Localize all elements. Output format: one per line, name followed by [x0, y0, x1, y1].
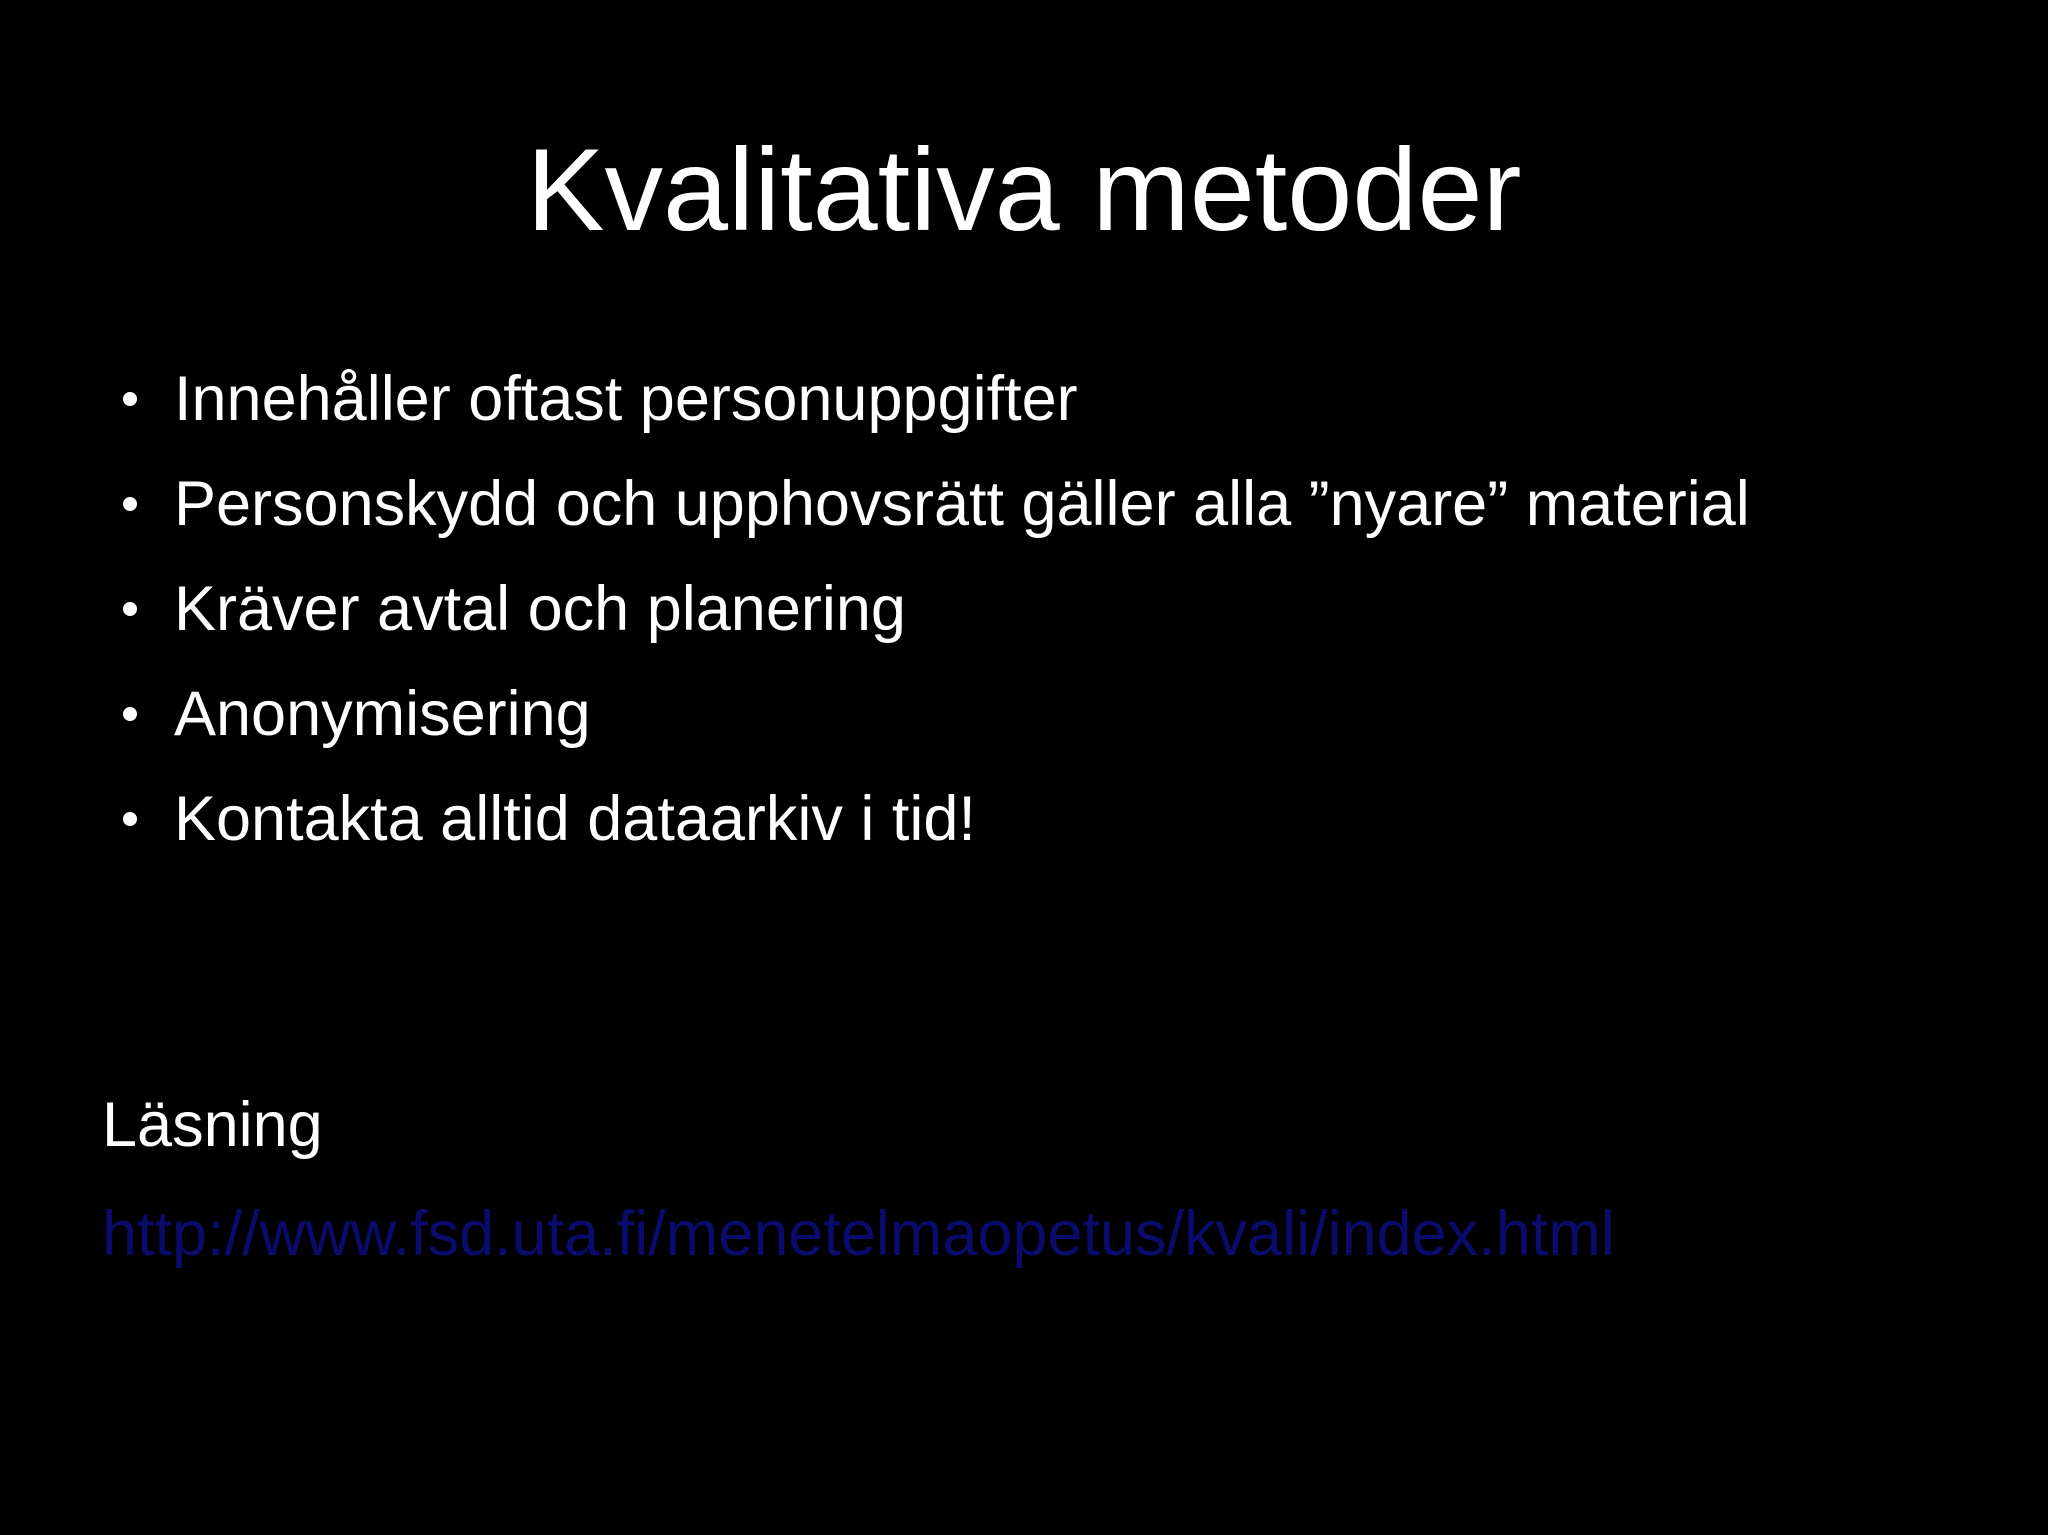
bullet-text: Innehåller oftast personuppgifter — [174, 364, 1078, 434]
bullet-text: Kontakta alltid dataarkiv i tid! — [174, 784, 976, 854]
bullet-icon — [123, 392, 137, 406]
slide-title: Kvalitativa metoder — [526, 124, 1522, 255]
bullet-text: Anonymisering — [174, 679, 591, 749]
bullet-icon — [123, 812, 137, 826]
bullet-icon — [123, 707, 137, 721]
bullet-text: Kräver avtal och planering — [174, 574, 906, 644]
bullet-text: Personskydd och upphovsrätt gäller alla ”nyare” material — [174, 469, 1750, 539]
bullet-icon — [123, 497, 137, 511]
bullet-icon — [123, 602, 137, 616]
reading-heading: Läsning — [102, 1090, 323, 1160]
reading-link[interactable]: http://www.fsd.uta.fi/menetelmaopetus/kvali/index.html — [102, 1199, 1615, 1269]
